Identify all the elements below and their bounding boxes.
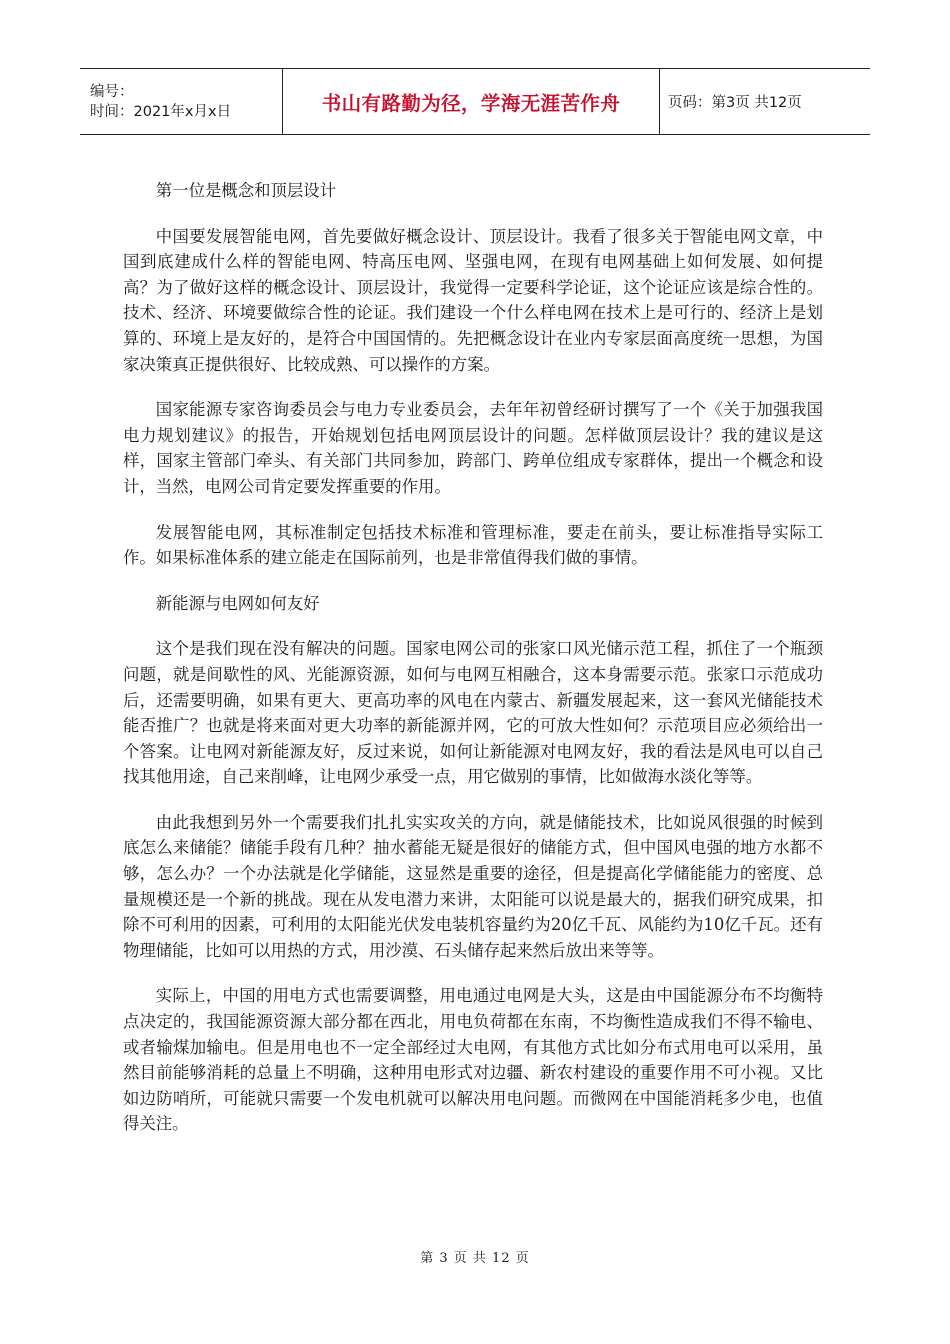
header-page-cell	[660, 69, 870, 134]
body-paragraph: 这个是我们现在没有解决的问题。国家电网公司的张家口风光储示范工程，抓住了一个瓶颈问题，就是间歇性的风、光能源资源，如何与电网互相融合，这本身需要示范。张家口示范成功后，还需要明确，如果有更大、更高功率的风电在内蒙古、新疆发展起来，这一套风光储能技术能否推广？也就是将来面对更大功率的新能源并网，它的可放大性如何？示范项目应必须给出一个答案。让电网对新能源友好，反过来说，如何让新能源对电网友好，我的看法是风电可以自己找其他用途，自己来削峰，让电网少承受一点，用它做别的事情，比如做海水淡化等等。	[123, 639, 823, 787]
section-heading: 新能源与电网如何友好	[155, 593, 320, 613]
header-meta	[80, 69, 283, 134]
page-footer: 第 3 页 共 12 页	[420, 1251, 530, 1266]
section-heading: 第一位是概念和顶层设计	[155, 181, 337, 200]
body-paragraph: 国家能源专家咨询委员会与电力专业委员会，去年年初曾经研讨撰写了一个《关于加强我国电力规划建议》的报告，开始规划包括电网顶层设计的问题。怎样做顶层设计？我的建议是这样，国家主管部门牵头、有关部门共同参加，跨部门、跨单位组成专家群体，提出一个概念和设计，当然，电网公司肯定要发挥重要的作用。	[123, 400, 823, 496]
body-paragraph: 发展智能电网，其标准制定包括技术标准和管理标准，要走在前头，要让标准指导实际工作。如果标准体系的建立能走在国际前列，也是非常值得我们做的事情。	[123, 522, 823, 568]
document-number-label: 编号：	[90, 83, 134, 100]
document-date-label: 时间：2021年x月x日	[90, 103, 232, 120]
page-header	[80, 68, 870, 135]
document-body	[123, 178, 823, 1157]
header-motto: 书山有路勤为径，学海无涯苦作舟	[321, 91, 621, 115]
body-paragraph: 中国要发展智能电网，首先要做好概念设计、顶层设计。我看了很多关于智能电网文章，中国到底建成什么样的智能电网、特高压电网、坚强电网，在现有电网基础上如何发展、如何提高？为了做好这样的概念设计、顶层设计，我觉得一定要科学论证，这个论证应该是综合性的。技术、经济、环境要做综合性的论证。我们建设一个什么样电网在技术上是可行的、经济上是划算的、环境上是友好的，是符合中国国情的。先把概念设计在业内专家层面高度统一思想，为国家决策真正提供很好、比较成熟、可以操作的方案。	[123, 226, 823, 374]
header-motto-cell	[283, 69, 660, 134]
body-paragraph: 由此我想到另外一个需要我们扎扎实实攻关的方向，就是储能技术，比如说风很强的时候到底怎么来储能？储能手段有几种？抽水蓄能无疑是很好的储能方式，但中国风电强的地方水都不够，怎么办？一个办法就是化学储能，这显然是重要的途径，但是提高化学储能能力的密度、总量规模还是一个新的挑战。现在从发电潜力来讲，太阳能可以说是最大的，据我们研究成果，扣除不可利用的因素，可利用的太阳能光伏发电装机容量约为20亿千瓦、风能约为10亿千瓦。还有物理储能，比如可以用热的方式，用沙漠、石头储存起来然后放出来等等。	[123, 812, 823, 960]
body-paragraph: 实际上，中国的用电方式也需要调整，用电通过电网是大头，这是由中国能源分布不均衡特点决定的，我国能源资源大部分都在西北，用电负荷都在东南，不均衡性造成我们不得不输电、或者输煤加输电。但是用电也不一定全部经过大电网，有其他方式比如分布式用电可以采用，虽然目前能够消耗的总量上不明确，这种用电形式对边疆、新农村建设的重要作用不可小视。又比如边防哨所，可能就只需要一个发电机就可以解决用电问题。而微网在中国能消耗多少电，也值得关注。	[123, 986, 823, 1134]
header-page-number: 页码：第3页 共12页	[668, 95, 802, 111]
